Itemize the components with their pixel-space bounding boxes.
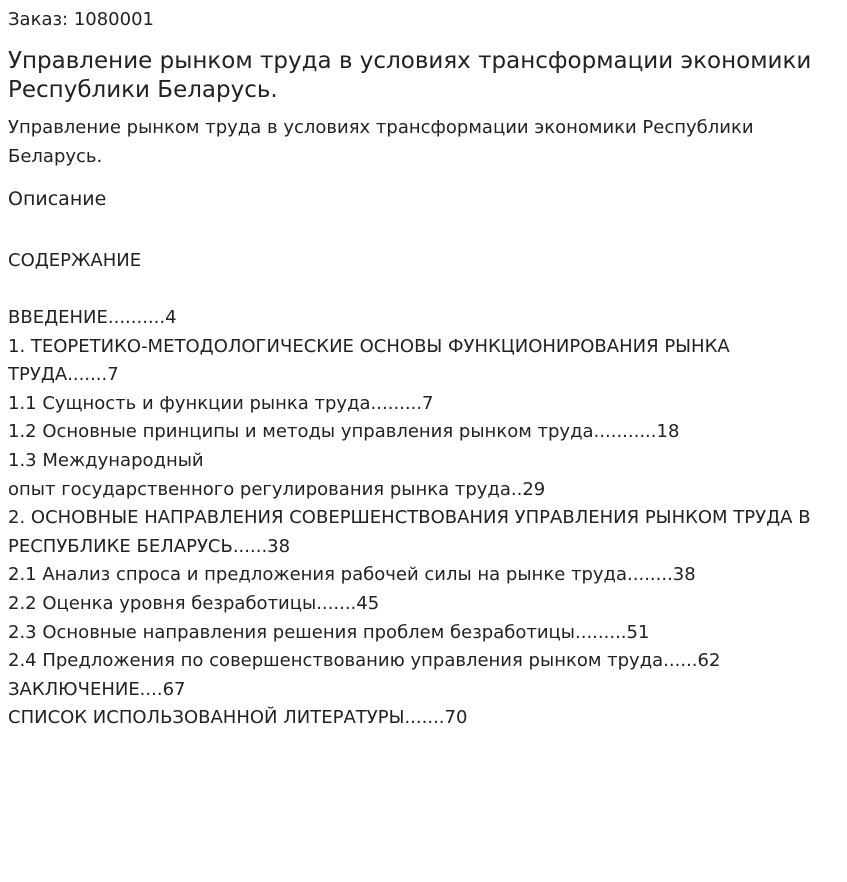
toc-heading: СОДЕРЖАНИЕ <box>8 250 142 271</box>
toc-item: ВВЕДЕНИЕ..........4 <box>8 307 177 328</box>
toc-item: 2.2 Оценка уровня безработицы.......45 <box>8 592 380 614</box>
description-heading: Описание <box>8 188 107 210</box>
toc-item: 2. ОСНОВНЫЕ НАПРАВЛЕНИЯ СОВЕРШЕНСТВОВАНИЯ УПРАВЛЕНИЯ РЫНКОМ ТРУДА В РЕСПУБЛИКЕ БЕЛАРУСЬ......38 <box>8 507 811 557</box>
toc-item: ЗАКЛЮЧЕНИЕ....67 <box>8 678 186 700</box>
table-of-contents <box>8 304 843 733</box>
document-title: Управление рынком труда в условиях трансформации экономики Республики Беларусь. <box>8 48 812 103</box>
toc-item: опыт государственного регулирования рынка труда..29 <box>8 478 546 500</box>
toc-item: 1. ТЕОРЕТИКО-МЕТОДОЛОГИЧЕСКИЕ ОСНОВЫ ФУНКЦИОНИРОВАНИЯ РЫНКА ТРУДА.......7 <box>8 335 730 386</box>
toc-item: СПИСОК ИСПОЛЬЗОВАННОЙ ЛИТЕРАТУРЫ.......70 <box>8 707 468 729</box>
toc-item: 1.1 Сущность и функции рынка труда.........7 <box>8 392 434 414</box>
toc-item: 2.1 Анализ спроса и предложения рабочей силы на рынке труда........38 <box>8 564 696 586</box>
toc-item: 1.2 Основные принципы и методы управления рынком труда...........18 <box>8 421 680 443</box>
order-number: Заказ: 1080001 <box>8 9 154 30</box>
toc-item: 2.3 Основные направления решения проблем безработицы.........51 <box>8 621 650 643</box>
document-subtitle: Управление рынком труда в условиях трансформации экономики Республики Беларусь. <box>8 117 754 167</box>
toc-item: 2.4 Предложения по совершенствованию управления рынком труда......62 <box>8 650 721 672</box>
toc-item: 1.3 Международный <box>8 449 204 471</box>
